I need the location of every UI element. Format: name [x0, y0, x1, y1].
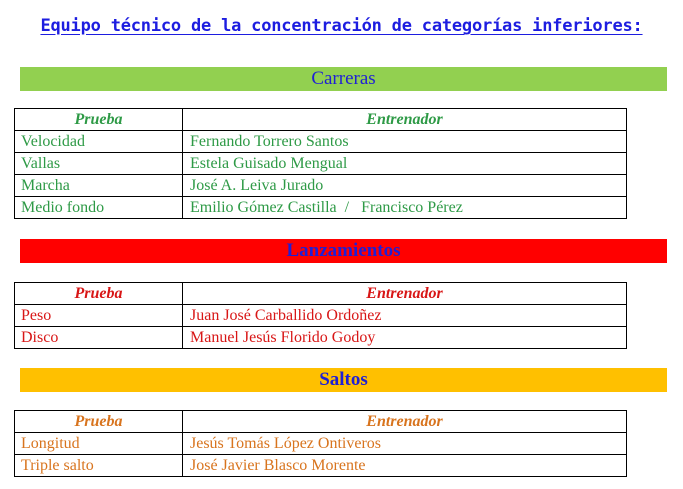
table-header-row — [15, 109, 627, 131]
cell-prueba: Velocidad — [15, 131, 183, 153]
table-row — [15, 455, 627, 477]
cell-entrenador: Emilio Gómez Castilla / Francisco Pérez — [183, 197, 627, 219]
table-row — [15, 327, 627, 349]
column-header-prueba: Prueba — [15, 411, 183, 433]
cell-entrenador: Juan José Carballido Ordoñez — [183, 305, 627, 327]
section-heading-carreras: Carreras — [20, 67, 667, 91]
table-row — [15, 433, 627, 455]
cell-prueba: Marcha — [15, 175, 183, 197]
cell-prueba: Peso — [15, 305, 183, 327]
cell-entrenador: Fernando Torrero Santos — [183, 131, 627, 153]
lanzamientos-table — [14, 282, 627, 349]
cell-entrenador: José A. Leiva Jurado — [183, 175, 627, 197]
cell-entrenador: José Javier Blasco Morente — [183, 455, 627, 477]
table-row — [15, 131, 627, 153]
table-row — [15, 305, 627, 327]
page-title: Equipo técnico de la concentración de categorías inferiores: — [40, 16, 643, 36]
cell-prueba: Longitud — [15, 433, 183, 455]
column-header-prueba: Prueba — [15, 283, 183, 305]
cell-prueba: Triple salto — [15, 455, 183, 477]
cell-entrenador: Estela Guisado Mengual — [183, 153, 627, 175]
column-header-prueba: Prueba — [15, 109, 183, 131]
table-row — [15, 197, 627, 219]
table-header-row — [15, 283, 627, 305]
cell-prueba: Vallas — [15, 153, 183, 175]
section-heading-lanzamientos: Lanzamientos — [20, 239, 667, 263]
section-heading-saltos: Saltos — [20, 368, 667, 392]
column-header-entrenador: Entrenador — [183, 109, 627, 131]
saltos-table — [14, 410, 627, 477]
table-header-row — [15, 411, 627, 433]
column-header-entrenador: Entrenador — [183, 411, 627, 433]
column-header-entrenador: Entrenador — [183, 283, 627, 305]
carreras-table — [14, 108, 627, 219]
cell-prueba: Disco — [15, 327, 183, 349]
table-row — [15, 175, 627, 197]
table-row — [15, 153, 627, 175]
cell-prueba: Medio fondo — [15, 197, 183, 219]
cell-entrenador: Manuel Jesús Florido Godoy — [183, 327, 627, 349]
cell-entrenador: Jesús Tomás López Ontiveros — [183, 433, 627, 455]
